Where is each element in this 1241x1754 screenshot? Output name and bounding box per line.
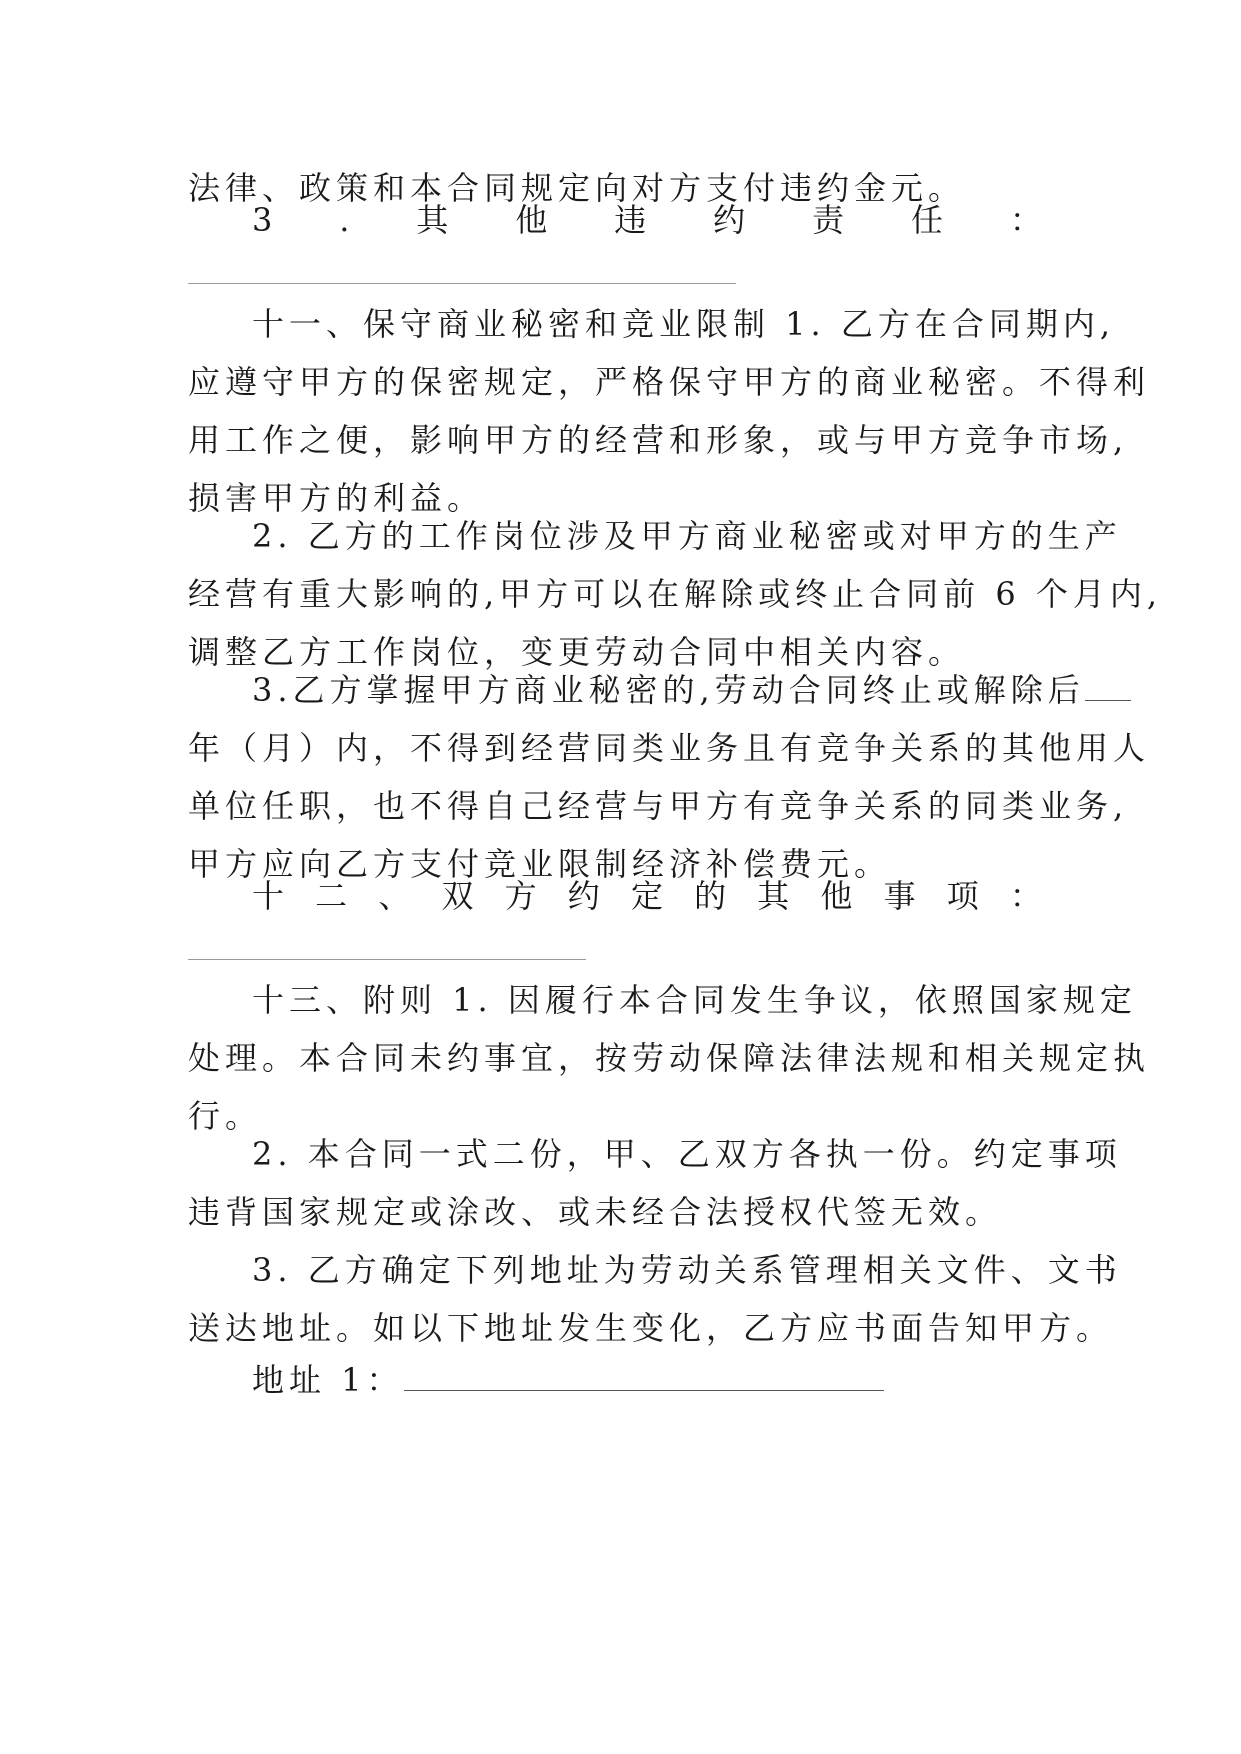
spaced-char: 二: [315, 877, 348, 915]
spaced-char: 他: [820, 877, 853, 915]
spaced-line-other-liability: [252, 200, 1042, 240]
spaced-char: 3: [252, 201, 273, 239]
blank-line: [188, 959, 586, 960]
spaced-char: 其: [416, 201, 449, 239]
address-line: [252, 1360, 884, 1400]
address-blank-underline: [404, 1362, 884, 1391]
spaced-char: ：: [1009, 877, 1042, 915]
text-line: 经营有重大影响的,甲方可以在解除或终止合同前 6 个月内,: [188, 575, 1163, 613]
text-line: [252, 670, 1131, 710]
spaced-char: ：: [1009, 201, 1042, 239]
text-line: 十一、保守商业秘密和竞业限制 1. 乙方在合同期内,: [252, 305, 1116, 343]
text-line: 年（月）内，不得到经营同类业务且有竞争关系的其他用人: [188, 729, 1151, 767]
text-line: 单位任职，也不得自己经营与甲方有竞争关系的同类业务,: [188, 787, 1129, 825]
spaced-char: 十: [252, 877, 285, 915]
spaced-char: 约: [713, 201, 746, 239]
text-line: 甲方应向乙方支付竞业限制经济补偿费元。: [188, 845, 892, 883]
spaced-char: 约: [567, 877, 600, 915]
text-line: 2. 本合同一式二份，甲、乙双方各执一份。约定事项: [252, 1135, 1122, 1173]
text-line: 十三、附则 1. 因履行本合同发生争议，依照国家规定: [252, 981, 1137, 1019]
spaced-char: 双: [441, 877, 474, 915]
spaced-char: 项: [946, 877, 979, 915]
address-label: 地址 1：: [252, 1361, 404, 1399]
text-line: 3. 乙方确定下列地址为劳动关系管理相关文件、文书: [252, 1251, 1122, 1289]
spaced-char: .: [339, 201, 350, 239]
spaced-char: 的: [694, 877, 727, 915]
spaced-char: 事: [883, 877, 916, 915]
spaced-char: 责: [812, 201, 845, 239]
spaced-char: 他: [515, 201, 548, 239]
spaced-char: 违: [614, 201, 647, 239]
text-line: 调整乙方工作岗位，变更劳动合同中相关内容。: [188, 633, 966, 671]
text-line: 应遵守甲方的保密规定，严格保守甲方的商业秘密。不得利: [188, 363, 1151, 401]
text-line: 用工作之便，影响甲方的经营和形象，或与甲方竞争市场,: [188, 421, 1129, 459]
spaced-char: 任: [910, 201, 943, 239]
spaced-line-other-matters: [252, 876, 1042, 916]
spaced-char: 、: [378, 877, 411, 915]
spaced-char: 方: [504, 877, 537, 915]
blank-line: [188, 283, 736, 284]
text-line: 损害甲方的利益。: [188, 479, 485, 517]
text-line: 送达地址。如以下地址发生变化，乙方应书面告知甲方。: [188, 1309, 1114, 1347]
spaced-char: 定: [630, 877, 663, 915]
text-line: 2. 乙方的工作岗位涉及甲方商业秘密或对甲方的生产: [252, 517, 1122, 555]
blank-underline: [1085, 672, 1131, 701]
text-line: 违背国家规定或涂改、或未经合法授权代签无效。: [188, 1193, 1003, 1231]
text-line: 法律、政策和本合同规定向对方支付违约金元。: [188, 169, 966, 207]
text-line: 行。: [188, 1097, 263, 1135]
text-span: 3.乙方掌握甲方商业秘密的,劳动合同终止或解除后: [252, 671, 1085, 709]
spaced-char: 其: [757, 877, 790, 915]
text-line: 处理。本合同未约事宜，按劳动保障法律法规和相关规定执: [188, 1039, 1151, 1077]
